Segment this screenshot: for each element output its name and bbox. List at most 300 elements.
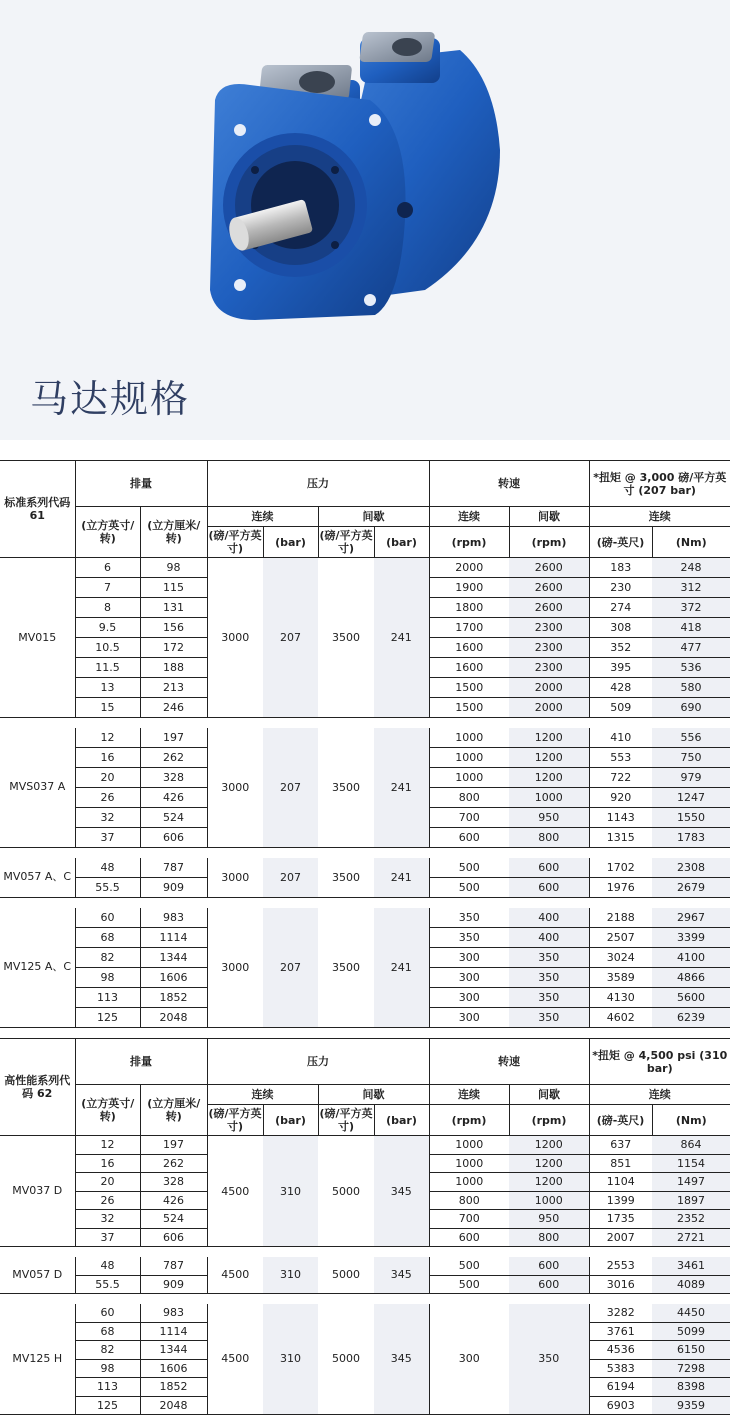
series-name: MV125 H xyxy=(12,1351,63,1365)
torque-nm: 4089 xyxy=(652,1275,730,1294)
series-group xyxy=(0,1304,730,1415)
performance-series-table xyxy=(0,1038,730,1415)
displacement-cu-in: 125 xyxy=(75,1008,140,1028)
hero-banner xyxy=(0,0,730,440)
speed-continuous: 连续 xyxy=(429,507,509,527)
torque-nm: 4100 xyxy=(652,948,730,968)
group-spacer xyxy=(0,1294,730,1304)
displacement-cu-in: 13 xyxy=(75,678,140,698)
torque-lbft: 4602 xyxy=(589,1008,652,1028)
torque-lbft: 1702 xyxy=(589,858,652,878)
table-header xyxy=(0,461,730,558)
torque-nm: 536 xyxy=(652,658,730,678)
torque-nm: 7298 xyxy=(652,1359,730,1378)
speed-cont-rpm: 300 xyxy=(429,948,509,968)
table-header xyxy=(0,1039,730,1136)
page-title: 马达规格 xyxy=(30,377,191,421)
unit-nm: (Nm) xyxy=(652,1105,730,1136)
torque-nm: 2967 xyxy=(652,908,730,928)
torque-nm: 1247 xyxy=(652,788,730,808)
pressure-int-bar: 345 xyxy=(374,1136,429,1247)
speed-cont-rpm: 1900 xyxy=(429,578,509,598)
standard-series-table xyxy=(0,460,730,1028)
displacement-cu-in: 26 xyxy=(75,1191,140,1210)
pressure-header: 压力 xyxy=(207,461,429,507)
table-row xyxy=(0,908,730,928)
table-row xyxy=(0,858,730,878)
displacement-cc: 606 xyxy=(140,828,207,848)
displacement-cu-in: 10.5 xyxy=(75,638,140,658)
displacement-cu-in: 98 xyxy=(75,968,140,988)
torque-lbft: 6194 xyxy=(589,1378,652,1397)
speed-continuous: 连续 xyxy=(429,1085,509,1105)
series-group xyxy=(0,1257,730,1294)
displacement-cc: 909 xyxy=(140,1275,207,1294)
series-group xyxy=(0,558,730,718)
displacement-cc: 115 xyxy=(140,578,207,598)
speed-cont-rpm: 1000 xyxy=(429,1154,509,1173)
torque-nm: 3461 xyxy=(652,1257,730,1276)
speed-cont-rpm: 1600 xyxy=(429,638,509,658)
displacement-cu-in: 37 xyxy=(75,828,140,848)
series-group xyxy=(0,908,730,1028)
displacement-cc: 262 xyxy=(140,748,207,768)
displacement-cc: 1114 xyxy=(140,1322,207,1341)
torque-lbft: 509 xyxy=(589,698,652,718)
displacement-cc: 524 xyxy=(140,1210,207,1229)
torque-lbft: 1143 xyxy=(589,808,652,828)
displacement-cu-in: 125 xyxy=(75,1396,140,1415)
displacement-cu-in: 32 xyxy=(75,1210,140,1229)
torque-lbft: 274 xyxy=(589,598,652,618)
table-row xyxy=(0,1136,730,1155)
performance-series-section xyxy=(0,1038,730,1415)
speed-cont-rpm: 350 xyxy=(429,928,509,948)
displacement-cc: 246 xyxy=(140,698,207,718)
speed-cont-rpm: 1000 xyxy=(429,768,509,788)
unit-bar: (bar) xyxy=(374,527,429,558)
speed-int-rpm: 2600 xyxy=(509,598,589,618)
speed-int-rpm: 2000 xyxy=(509,698,589,718)
torque-continuous: 连续 xyxy=(589,507,730,527)
torque-nm: 372 xyxy=(652,598,730,618)
group-spacer xyxy=(0,718,730,728)
torque-lbft: 5383 xyxy=(589,1359,652,1378)
unit-cc: (立方厘米/转) xyxy=(140,507,207,557)
torque-nm: 2352 xyxy=(652,1210,730,1229)
pressure-cont-psi: 4500 xyxy=(207,1304,263,1415)
torque-lbft: 4536 xyxy=(589,1341,652,1360)
torque-lbft: 395 xyxy=(589,658,652,678)
displacement-cc: 1606 xyxy=(140,1359,207,1378)
speed-int-rpm: 800 xyxy=(509,828,589,848)
speed-int-rpm: 350 xyxy=(509,948,589,968)
torque-nm: 312 xyxy=(652,578,730,598)
unit-lbft: (磅-英尺) xyxy=(589,1105,652,1136)
speed-int-rpm: 950 xyxy=(509,808,589,828)
pressure-int-psi: 5000 xyxy=(332,1268,360,1282)
unit-nm: (Nm) xyxy=(652,527,730,558)
torque-nm: 750 xyxy=(652,748,730,768)
torque-lbft: 4130 xyxy=(589,988,652,1008)
torque-nm: 2679 xyxy=(652,878,730,898)
speed-int-rpm: 1000 xyxy=(509,1191,589,1210)
speed-cont-rpm: 300 xyxy=(429,968,509,988)
displacement-cc: 1114 xyxy=(140,928,207,948)
speed-cont-rpm: 300 xyxy=(429,1304,509,1415)
speed-cont-rpm: 350 xyxy=(429,908,509,928)
series-name: MV015 xyxy=(18,630,57,644)
hydraulic-motor-image xyxy=(195,20,525,340)
torque-nm: 248 xyxy=(652,558,730,578)
pressure-int-bar: 241 xyxy=(374,728,429,848)
pressure-intermittent: 间歇 xyxy=(318,1085,429,1105)
speed-int-rpm: 2300 xyxy=(509,658,589,678)
torque-nm: 580 xyxy=(652,678,730,698)
torque-lbft: 410 xyxy=(589,728,652,748)
torque-nm: 477 xyxy=(652,638,730,658)
torque-nm: 556 xyxy=(652,728,730,748)
torque-lbft: 352 xyxy=(589,638,652,658)
pressure-int-bar: 241 xyxy=(374,558,429,718)
table-row xyxy=(0,1304,730,1323)
speed-int-rpm: 600 xyxy=(509,858,589,878)
displacement-cu-in: 16 xyxy=(75,1154,140,1173)
torque-nm: 1897 xyxy=(652,1191,730,1210)
torque-nm: 5099 xyxy=(652,1322,730,1341)
torque-lbft: 1735 xyxy=(589,1210,652,1229)
displacement-cc: 983 xyxy=(140,908,207,928)
pressure-int-bar: 241 xyxy=(374,908,429,1028)
torque-nm: 1550 xyxy=(652,808,730,828)
torque-lbft: 1315 xyxy=(589,828,652,848)
series-name: MVS037 A xyxy=(9,780,66,794)
displacement-units xyxy=(75,507,207,558)
speed-int-rpm: 1200 xyxy=(509,748,589,768)
speed-cont-rpm: 800 xyxy=(429,1191,509,1210)
speed-int-rpm: 2600 xyxy=(509,578,589,598)
series-name: MV125 A、C xyxy=(3,960,72,974)
pressure-cont-bar: 207 xyxy=(263,908,318,1028)
torque-lbft: 2007 xyxy=(589,1228,652,1247)
displacement-cc: 131 xyxy=(140,598,207,618)
displacement-header: 排量 xyxy=(75,461,207,507)
torque-nm: 2308 xyxy=(652,858,730,878)
torque-nm: 690 xyxy=(652,698,730,718)
pressure-cont-psi: 3000 xyxy=(207,728,263,848)
torque-lbft: 3282 xyxy=(589,1304,652,1323)
speed-int-rpm: 600 xyxy=(509,878,589,898)
displacement-cu-in: 9.5 xyxy=(75,618,140,638)
torque-nm: 1497 xyxy=(652,1173,730,1192)
torque-lbft: 2553 xyxy=(589,1257,652,1276)
displacement-cc: 213 xyxy=(140,678,207,698)
displacement-cu-in: 11.5 xyxy=(75,658,140,678)
speed-int-rpm: 1000 xyxy=(509,788,589,808)
pressure-int-bar: 345 xyxy=(374,1257,429,1294)
torque-lbft: 1976 xyxy=(589,878,652,898)
speed-cont-rpm: 1000 xyxy=(429,728,509,748)
speed-cont-rpm: 2000 xyxy=(429,558,509,578)
speed-int-rpm: 400 xyxy=(509,928,589,948)
pressure-int-psi: 3500 xyxy=(332,870,360,884)
table-row xyxy=(0,558,730,578)
torque-lbft: 3761 xyxy=(589,1322,652,1341)
unit-cc: (立方厘米/转) xyxy=(140,1085,207,1135)
speed-int-rpm: 800 xyxy=(509,1228,589,1247)
displacement-cu-in: 113 xyxy=(75,988,140,1008)
speed-int-rpm: 2300 xyxy=(509,638,589,658)
pressure-int-psi: 5000 xyxy=(332,1352,360,1366)
torque-lbft: 230 xyxy=(589,578,652,598)
unit-rpm: (rpm) xyxy=(509,1105,589,1136)
speed-int-rpm: 1200 xyxy=(509,768,589,788)
torque-lbft: 637 xyxy=(589,1136,652,1155)
speed-cont-rpm: 1700 xyxy=(429,618,509,638)
speed-int-rpm: 350 xyxy=(509,1008,589,1028)
unit-bar: (bar) xyxy=(263,527,318,558)
displacement-cc: 156 xyxy=(140,618,207,638)
pressure-intermittent: 间歇 xyxy=(318,507,429,527)
displacement-cu-in: 60 xyxy=(75,908,140,928)
displacement-cc: 787 xyxy=(140,1257,207,1276)
unit-cu-in: (立方英寸/转) xyxy=(81,1097,135,1123)
torque-lbft: 1399 xyxy=(589,1191,652,1210)
speed-header: 转速 xyxy=(429,1039,589,1085)
torque-nm: 5600 xyxy=(652,988,730,1008)
pressure-cont-bar: 207 xyxy=(263,858,318,898)
displacement-cc: 1606 xyxy=(140,968,207,988)
unit-rpm: (rpm) xyxy=(429,527,509,558)
speed-cont-rpm: 500 xyxy=(429,858,509,878)
speed-int-rpm: 600 xyxy=(509,1257,589,1276)
torque-continuous: 连续 xyxy=(589,1085,730,1105)
speed-cont-rpm: 300 xyxy=(429,988,509,1008)
speed-cont-rpm: 500 xyxy=(429,878,509,898)
speed-cont-rpm: 1000 xyxy=(429,748,509,768)
pressure-cont-psi: 4500 xyxy=(207,1257,263,1294)
torque-lbft: 851 xyxy=(589,1154,652,1173)
torque-nm: 979 xyxy=(652,768,730,788)
displacement-cc: 188 xyxy=(140,658,207,678)
pressure-int-psi: 5000 xyxy=(332,1184,360,1198)
speed-cont-rpm: 1500 xyxy=(429,698,509,718)
displacement-cc: 909 xyxy=(140,878,207,898)
pressure-int-psi: 3500 xyxy=(332,960,360,974)
torque-lbft: 2507 xyxy=(589,928,652,948)
displacement-cc: 262 xyxy=(140,1154,207,1173)
speed-cont-rpm: 500 xyxy=(429,1257,509,1276)
displacement-cc: 2048 xyxy=(140,1008,207,1028)
unit-psi: (磅/平方英寸) xyxy=(318,527,374,558)
torque-lbft: 3016 xyxy=(589,1275,652,1294)
pressure-cont-bar: 310 xyxy=(263,1136,318,1247)
torque-lbft: 428 xyxy=(589,678,652,698)
speed-intermittent: 间歇 xyxy=(509,1085,589,1105)
displacement-cu-in: 8 xyxy=(75,598,140,618)
pressure-continuous: 连续 xyxy=(207,1085,318,1105)
pressure-int-psi: 3500 xyxy=(332,631,360,644)
displacement-cu-in: 82 xyxy=(75,948,140,968)
displacement-cu-in: 20 xyxy=(75,768,140,788)
speed-intermittent: 间歇 xyxy=(509,507,589,527)
torque-header: *扭矩 @ 4,500 psi (310 bar) xyxy=(589,1039,730,1085)
torque-lbft: 183 xyxy=(589,558,652,578)
displacement-cu-in: 16 xyxy=(75,748,140,768)
torque-lbft: 722 xyxy=(589,768,652,788)
speed-int-rpm: 1200 xyxy=(509,728,589,748)
displacement-cc: 606 xyxy=(140,1228,207,1247)
speed-cont-rpm: 700 xyxy=(429,808,509,828)
torque-nm: 864 xyxy=(652,1136,730,1155)
series-name: MV057 D xyxy=(12,1267,63,1281)
series-name: MV057 A、C xyxy=(3,870,72,884)
displacement-cc: 98 xyxy=(140,558,207,578)
pressure-cont-psi: 4500 xyxy=(207,1136,263,1247)
displacement-cc: 328 xyxy=(140,768,207,788)
unit-psi: (磅/平方英寸) xyxy=(318,1105,374,1136)
speed-int-rpm: 2600 xyxy=(509,558,589,578)
displacement-cu-in: 68 xyxy=(75,1322,140,1341)
table-row xyxy=(0,728,730,748)
displacement-cc: 1852 xyxy=(140,1378,207,1397)
unit-bar: (bar) xyxy=(263,1105,318,1136)
unit-rpm: (rpm) xyxy=(429,1105,509,1136)
torque-lbft: 920 xyxy=(589,788,652,808)
pressure-cont-psi: 3000 xyxy=(207,558,263,718)
displacement-cu-in: 15 xyxy=(75,698,140,718)
displacement-cu-in: 32 xyxy=(75,808,140,828)
displacement-cc: 172 xyxy=(140,638,207,658)
displacement-cu-in: 6 xyxy=(75,558,140,578)
displacement-cu-in: 7 xyxy=(75,578,140,598)
unit-psi: (磅/平方英寸) xyxy=(207,1105,263,1136)
speed-cont-rpm: 700 xyxy=(429,1210,509,1229)
unit-cu-in: (立方英寸/转) xyxy=(81,519,135,545)
speed-int-rpm: 950 xyxy=(509,1210,589,1229)
torque-lbft: 553 xyxy=(589,748,652,768)
speed-cont-rpm: 1000 xyxy=(429,1173,509,1192)
displacement-cc: 1344 xyxy=(140,948,207,968)
displacement-cu-in: 37 xyxy=(75,1228,140,1247)
torque-lbft: 2188 xyxy=(589,908,652,928)
series-group xyxy=(0,728,730,848)
series-group xyxy=(0,1136,730,1247)
displacement-cc: 197 xyxy=(140,1136,207,1155)
series-group xyxy=(0,858,730,898)
pressure-int-psi: 3500 xyxy=(332,780,360,794)
displacement-header: 排量 xyxy=(75,1039,207,1085)
torque-nm: 4866 xyxy=(652,968,730,988)
speed-int-rpm: 400 xyxy=(509,908,589,928)
pressure-cont-bar: 207 xyxy=(263,728,318,848)
pressure-header: 压力 xyxy=(207,1039,429,1085)
torque-nm: 6239 xyxy=(652,1008,730,1028)
torque-nm: 3399 xyxy=(652,928,730,948)
speed-cont-rpm: 600 xyxy=(429,828,509,848)
group-spacer xyxy=(0,1247,730,1257)
displacement-cu-in: 12 xyxy=(75,1136,140,1155)
pressure-cont-psi: 3000 xyxy=(207,858,263,898)
displacement-cu-in: 55.5 xyxy=(75,878,140,898)
speed-cont-rpm: 1800 xyxy=(429,598,509,618)
displacement-cc: 524 xyxy=(140,808,207,828)
torque-nm: 1154 xyxy=(652,1154,730,1173)
pressure-continuous: 连续 xyxy=(207,507,318,527)
displacement-cu-in: 82 xyxy=(75,1341,140,1360)
displacement-cu-in: 20 xyxy=(75,1173,140,1192)
displacement-cc: 426 xyxy=(140,1191,207,1210)
speed-header: 转速 xyxy=(429,461,589,507)
speed-cont-rpm: 1600 xyxy=(429,658,509,678)
displacement-cc: 983 xyxy=(140,1304,207,1323)
speed-cont-rpm: 800 xyxy=(429,788,509,808)
pressure-cont-psi: 3000 xyxy=(207,908,263,1028)
table-row xyxy=(0,1257,730,1276)
pressure-int-bar: 345 xyxy=(374,1304,429,1415)
torque-lbft: 6903 xyxy=(589,1396,652,1415)
speed-cont-rpm: 600 xyxy=(429,1228,509,1247)
torque-lbft: 308 xyxy=(589,618,652,638)
pressure-cont-bar: 310 xyxy=(263,1257,318,1294)
series-label: 高性能系列代码 62 xyxy=(4,1074,71,1100)
torque-nm: 1783 xyxy=(652,828,730,848)
unit-lbft: (磅-英尺) xyxy=(589,527,652,558)
displacement-cc: 1852 xyxy=(140,988,207,1008)
displacement-cu-in: 113 xyxy=(75,1378,140,1397)
displacement-cu-in: 55.5 xyxy=(75,1275,140,1294)
speed-int-rpm: 600 xyxy=(509,1275,589,1294)
torque-nm: 6150 xyxy=(652,1341,730,1360)
speed-cont-rpm: 500 xyxy=(429,1275,509,1294)
displacement-cc: 426 xyxy=(140,788,207,808)
torque-nm: 8398 xyxy=(652,1378,730,1397)
standard-series-section xyxy=(0,460,730,1028)
displacement-cc: 787 xyxy=(140,858,207,878)
displacement-cc: 1344 xyxy=(140,1341,207,1360)
torque-nm: 9359 xyxy=(652,1396,730,1415)
displacement-cu-in: 48 xyxy=(75,1257,140,1276)
displacement-cu-in: 12 xyxy=(75,728,140,748)
torque-lbft: 3589 xyxy=(589,968,652,988)
series-label: 标准系列代码 61 xyxy=(4,496,71,522)
speed-int-rpm: 350 xyxy=(509,988,589,1008)
speed-int-rpm: 1200 xyxy=(509,1154,589,1173)
group-spacer xyxy=(0,848,730,858)
unit-bar: (bar) xyxy=(374,1105,429,1136)
speed-cont-rpm: 300 xyxy=(429,1008,509,1028)
displacement-cc: 328 xyxy=(140,1173,207,1192)
speed-int-rpm: 2000 xyxy=(509,678,589,698)
displacement-cu-in: 48 xyxy=(75,858,140,878)
speed-int-rpm: 1200 xyxy=(509,1173,589,1192)
group-spacer xyxy=(0,898,730,908)
speed-int-rpm: 1200 xyxy=(509,1136,589,1155)
torque-nm: 418 xyxy=(652,618,730,638)
speed-cont-rpm: 1500 xyxy=(429,678,509,698)
displacement-cu-in: 26 xyxy=(75,788,140,808)
pressure-cont-bar: 207 xyxy=(263,558,318,718)
torque-nm: 2721 xyxy=(652,1228,730,1247)
displacement-cc: 2048 xyxy=(140,1396,207,1415)
displacement-cu-in: 60 xyxy=(75,1304,140,1323)
pressure-int-bar: 241 xyxy=(374,858,429,898)
torque-lbft: 3024 xyxy=(589,948,652,968)
unit-psi: (磅/平方英寸) xyxy=(207,527,263,558)
speed-int-rpm: 350 xyxy=(509,1304,589,1415)
torque-lbft: 1104 xyxy=(589,1173,652,1192)
displacement-units xyxy=(75,1085,207,1136)
